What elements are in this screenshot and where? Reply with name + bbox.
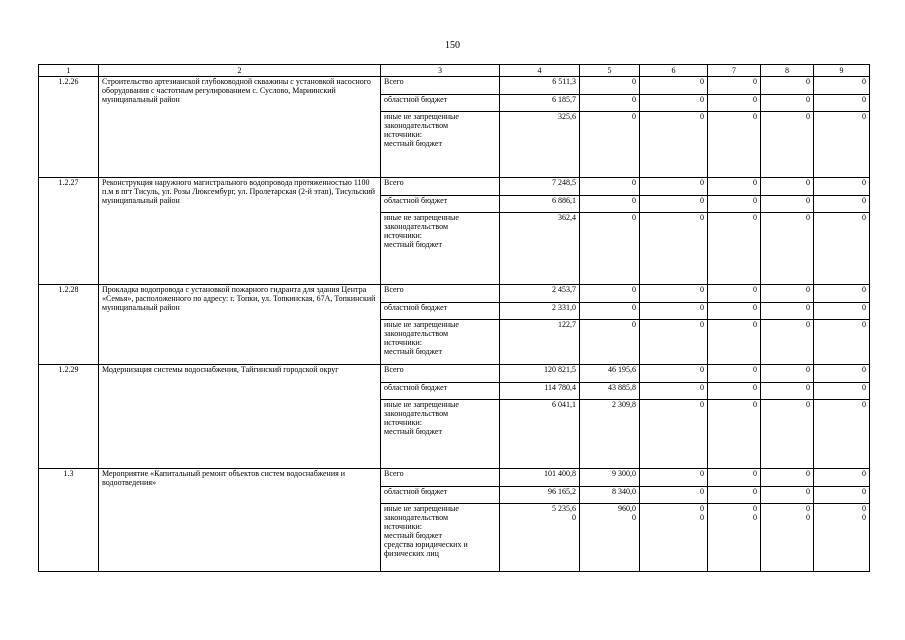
funding-source — [381, 365, 500, 383]
value-line: 0 — [753, 504, 757, 513]
source-line: Всего — [384, 285, 404, 294]
value-cell — [580, 383, 640, 400]
value-line: 0 — [806, 112, 810, 121]
funding-source — [381, 469, 500, 487]
value-cell — [708, 320, 761, 365]
value-cell — [814, 95, 870, 112]
value-line: 0 — [862, 77, 866, 86]
value-line: 0 — [753, 487, 757, 496]
value-cell — [761, 365, 814, 383]
source-line: иные не запрещенные — [384, 504, 459, 513]
value-line: 0 — [700, 303, 704, 312]
value-line: 0 — [700, 487, 704, 496]
budget-table — [38, 64, 870, 572]
value-cell — [814, 178, 870, 196]
value-cell — [708, 112, 761, 178]
value-line: 0 — [700, 504, 704, 513]
source-line: областной бюджет — [384, 196, 448, 205]
funding-source — [381, 196, 500, 213]
value-cell — [761, 77, 814, 95]
value-line: 0 — [700, 383, 704, 392]
header-cell: 6 — [640, 65, 708, 77]
value-cell — [761, 196, 814, 213]
value-line: 96 165,2 — [548, 487, 576, 496]
value-line: 0 — [753, 469, 757, 478]
source-line: Всего — [384, 469, 404, 478]
funding-source — [381, 285, 500, 303]
value-line: 8 340,0 — [612, 487, 636, 496]
value-line: 0 — [753, 303, 757, 312]
page-number: 150 — [445, 40, 460, 51]
source-line: областной бюджет — [384, 487, 448, 496]
value-cell — [761, 112, 814, 178]
source-line: местный бюджет — [384, 139, 442, 148]
source-line: законодательством — [384, 121, 449, 130]
value-line: 0 — [632, 178, 636, 187]
value-cell — [580, 112, 640, 178]
value-cell — [580, 213, 640, 285]
source-line: источники: — [384, 522, 422, 531]
value-line: 43 885,8 — [608, 383, 636, 392]
value-cell — [580, 285, 640, 303]
value-line: 325,6 — [558, 112, 576, 121]
item-code: 1.2.27 — [39, 178, 99, 285]
value-cell — [580, 400, 640, 469]
value-line: 0 — [700, 77, 704, 86]
source-line: иные не запрещенные — [384, 320, 459, 329]
header-row — [39, 65, 870, 77]
value-line: 0 — [806, 303, 810, 312]
value-line: 0 — [700, 285, 704, 294]
value-cell — [500, 213, 580, 285]
value-line: 2 309,8 — [612, 400, 636, 409]
item-name: Реконструкция наружного магистрального водопровода протяженностью 1100 п.м в пгт Тисуль, ул. Розы Люксембург, ул. Пролетарская (2-й этап), Тисульский муниципальный район — [99, 178, 381, 285]
value-line: 0 — [806, 285, 810, 294]
value-cell — [580, 504, 640, 572]
header-cell: 4 — [500, 65, 580, 77]
value-cell — [580, 95, 640, 112]
value-cell — [640, 487, 708, 504]
source-line: средства юридических и — [384, 540, 468, 549]
funding-source — [381, 504, 500, 572]
source-line: областной бюджет — [384, 303, 448, 312]
value-line: 0 — [632, 95, 636, 104]
value-cell — [640, 400, 708, 469]
value-line: 0 — [572, 513, 576, 522]
value-cell — [761, 383, 814, 400]
value-cell — [500, 95, 580, 112]
funding-source — [381, 383, 500, 400]
source-line: источники: — [384, 338, 422, 347]
header-cell: 7 — [708, 65, 761, 77]
value-line: 9 300,0 — [612, 469, 636, 478]
value-cell — [640, 504, 708, 572]
value-line: 6 886,1 — [552, 196, 576, 205]
item-code: 1.3 — [39, 469, 99, 572]
value-cell — [814, 383, 870, 400]
value-cell — [761, 487, 814, 504]
value-line: 0 — [753, 112, 757, 121]
value-cell — [814, 285, 870, 303]
value-line: 0 — [862, 504, 866, 513]
value-cell — [761, 400, 814, 469]
value-line: 0 — [806, 213, 810, 222]
item-code: 1.2.26 — [39, 77, 99, 178]
value-line: 0 — [700, 469, 704, 478]
value-cell — [500, 365, 580, 383]
value-cell — [708, 213, 761, 285]
value-line: 0 — [862, 95, 866, 104]
item-name: Мероприятие «Капитальный ремонт объектов систем водоснабжения и водоотведения» — [99, 469, 381, 572]
value-line: 0 — [700, 95, 704, 104]
source-line: местный бюджет — [384, 347, 442, 356]
value-cell — [814, 303, 870, 320]
value-line: 0 — [862, 513, 866, 522]
value-cell — [708, 365, 761, 383]
source-line: источники: — [384, 418, 422, 427]
value-cell — [580, 77, 640, 95]
source-line: иные не запрещенные — [384, 112, 459, 121]
value-line: 6 511,3 — [552, 77, 576, 86]
value-cell — [580, 320, 640, 365]
value-line: 0 — [806, 400, 810, 409]
funding-source — [381, 77, 500, 95]
value-line: 0 — [806, 513, 810, 522]
value-cell — [580, 469, 640, 487]
value-cell — [580, 303, 640, 320]
value-cell — [500, 487, 580, 504]
value-line: 0 — [753, 400, 757, 409]
funding-source — [381, 400, 500, 469]
source-line: областной бюджет — [384, 383, 448, 392]
value-cell — [761, 469, 814, 487]
value-cell — [500, 178, 580, 196]
value-cell — [640, 196, 708, 213]
value-cell — [814, 469, 870, 487]
source-line: областной бюджет — [384, 95, 448, 104]
value-cell — [500, 400, 580, 469]
value-line: 0 — [862, 400, 866, 409]
value-line: 0 — [700, 320, 704, 329]
value-cell — [708, 77, 761, 95]
value-cell — [708, 95, 761, 112]
value-line: 0 — [753, 178, 757, 187]
value-line: 0 — [862, 303, 866, 312]
value-cell — [761, 303, 814, 320]
funding-source — [381, 112, 500, 178]
value-line: 0 — [632, 513, 636, 522]
value-line: 0 — [700, 365, 704, 374]
value-line: 114 780,4 — [544, 383, 576, 392]
value-cell — [580, 196, 640, 213]
value-line: 0 — [862, 285, 866, 294]
value-cell — [708, 196, 761, 213]
item-name: Строительство артезианской глубоководной скважины с установкой насосного оборудования с частотным регулированием с. Суслово, Мариинский муниципальный район — [99, 77, 381, 178]
value-cell — [500, 469, 580, 487]
table-row — [39, 365, 870, 383]
funding-source — [381, 303, 500, 320]
value-cell — [814, 77, 870, 95]
value-line: 0 — [632, 303, 636, 312]
value-cell — [580, 365, 640, 383]
value-cell — [640, 320, 708, 365]
value-line: 0 — [806, 469, 810, 478]
value-line: 0 — [700, 213, 704, 222]
source-line: законодательством — [384, 513, 449, 522]
source-line: Всего — [384, 365, 404, 374]
funding-source — [381, 320, 500, 365]
value-line: 0 — [753, 383, 757, 392]
value-line: 0 — [632, 285, 636, 294]
table-row — [39, 77, 870, 95]
value-line: 0 — [862, 178, 866, 187]
value-cell — [640, 95, 708, 112]
value-cell — [708, 487, 761, 504]
header-cell: 3 — [381, 65, 500, 77]
item-name: Модернизация системы водоснабжения, Тайгинский городской округ — [99, 365, 381, 469]
value-line: 0 — [753, 365, 757, 374]
value-cell — [500, 77, 580, 95]
value-line: 0 — [862, 487, 866, 496]
value-line: 5 235,6 — [552, 504, 576, 513]
source-line: иные не запрещенные — [384, 400, 459, 409]
source-line: Всего — [384, 178, 404, 187]
value-line: 0 — [632, 77, 636, 86]
value-line: 120 821,5 — [544, 365, 576, 374]
value-cell — [580, 487, 640, 504]
item-name: Прокладка водопровода с установкой пожарного гидранта для здания Центра «Семья», расположенного по адресу: г. Топки, ул. Топкинская, 67А, Топкинский муниципальный район — [99, 285, 381, 365]
value-cell — [500, 285, 580, 303]
value-line: 0 — [700, 178, 704, 187]
value-line: 0 — [806, 487, 810, 496]
value-line: 0 — [862, 213, 866, 222]
funding-source — [381, 487, 500, 504]
value-line: 0 — [700, 400, 704, 409]
value-cell — [708, 303, 761, 320]
value-cell — [640, 178, 708, 196]
value-line: 2 331,0 — [552, 303, 576, 312]
value-line: 0 — [806, 178, 810, 187]
value-line: 101 400,8 — [544, 469, 576, 478]
source-line: источники: — [384, 231, 422, 240]
value-cell — [500, 196, 580, 213]
value-line: 0 — [806, 196, 810, 205]
value-cell — [814, 487, 870, 504]
value-line: 0 — [700, 112, 704, 121]
value-line: 46 195,6 — [608, 365, 636, 374]
value-cell — [500, 504, 580, 572]
value-cell — [708, 383, 761, 400]
source-line: законодательством — [384, 222, 449, 231]
value-line: 0 — [753, 95, 757, 104]
value-line: 2 453,7 — [552, 285, 576, 294]
value-line: 0 — [806, 95, 810, 104]
funding-source — [381, 213, 500, 285]
value-cell — [708, 469, 761, 487]
value-line: 0 — [806, 365, 810, 374]
value-cell — [761, 320, 814, 365]
source-line: местный бюджет — [384, 240, 442, 249]
header-cell: 2 — [99, 65, 381, 77]
value-cell — [640, 365, 708, 383]
value-cell — [500, 383, 580, 400]
header-cell: 5 — [580, 65, 640, 77]
value-line: 0 — [806, 383, 810, 392]
item-code: 1.2.28 — [39, 285, 99, 365]
source-line: Всего — [384, 77, 404, 86]
value-line: 0 — [632, 112, 636, 121]
value-line: 0 — [753, 77, 757, 86]
source-line: источники: — [384, 130, 422, 139]
value-line: 0 — [806, 320, 810, 329]
value-line: 0 — [753, 213, 757, 222]
value-line: 0 — [632, 320, 636, 329]
value-line: 7 248,5 — [552, 178, 576, 187]
value-line: 0 — [753, 513, 757, 522]
value-line: 0 — [753, 196, 757, 205]
funding-source — [381, 95, 500, 112]
value-line: 960,0 — [618, 504, 636, 513]
value-cell — [500, 112, 580, 178]
table-row — [39, 469, 870, 487]
value-line: 6 185,7 — [552, 95, 576, 104]
value-line: 0 — [862, 112, 866, 121]
value-cell — [640, 285, 708, 303]
value-cell — [640, 469, 708, 487]
value-cell — [814, 112, 870, 178]
funding-source — [381, 178, 500, 196]
value-cell — [814, 213, 870, 285]
source-line: местный бюджет — [384, 427, 442, 436]
value-cell — [708, 504, 761, 572]
value-cell — [708, 400, 761, 469]
value-cell — [640, 383, 708, 400]
value-cell — [761, 285, 814, 303]
value-cell — [814, 400, 870, 469]
value-cell — [761, 504, 814, 572]
value-line: 122,7 — [558, 320, 576, 329]
value-line: 0 — [632, 213, 636, 222]
table-row — [39, 285, 870, 303]
source-line: местный бюджет — [384, 531, 442, 540]
value-line: 0 — [806, 504, 810, 513]
value-line: 0 — [862, 469, 866, 478]
value-cell — [640, 77, 708, 95]
value-cell — [814, 504, 870, 572]
value-line: 6 041,1 — [552, 400, 576, 409]
value-cell — [500, 303, 580, 320]
value-line: 0 — [862, 365, 866, 374]
source-line: законодательством — [384, 329, 449, 338]
value-cell — [708, 178, 761, 196]
value-line: 0 — [862, 196, 866, 205]
value-line: 0 — [700, 513, 704, 522]
value-cell — [761, 178, 814, 196]
source-line: иные не запрещенные — [384, 213, 459, 222]
item-code: 1.2.29 — [39, 365, 99, 469]
value-line: 0 — [700, 196, 704, 205]
value-cell — [500, 320, 580, 365]
table-body — [39, 65, 870, 572]
value-line: 0 — [632, 196, 636, 205]
value-cell — [640, 213, 708, 285]
value-cell — [814, 365, 870, 383]
value-cell — [640, 303, 708, 320]
value-line: 0 — [753, 320, 757, 329]
header-cell: 9 — [814, 65, 870, 77]
value-line: 362,4 — [558, 213, 576, 222]
value-cell — [761, 95, 814, 112]
value-cell — [640, 112, 708, 178]
header-cell: 8 — [761, 65, 814, 77]
value-cell — [814, 196, 870, 213]
value-line: 0 — [862, 320, 866, 329]
value-line: 0 — [753, 285, 757, 294]
header-cell: 1 — [39, 65, 99, 77]
value-cell — [814, 320, 870, 365]
value-line: 0 — [862, 383, 866, 392]
table-row — [39, 178, 870, 196]
source-line: законодательством — [384, 409, 449, 418]
value-line: 0 — [806, 77, 810, 86]
value-cell — [580, 178, 640, 196]
value-cell — [761, 213, 814, 285]
source-line: физических лиц — [384, 549, 439, 558]
value-cell — [708, 285, 761, 303]
